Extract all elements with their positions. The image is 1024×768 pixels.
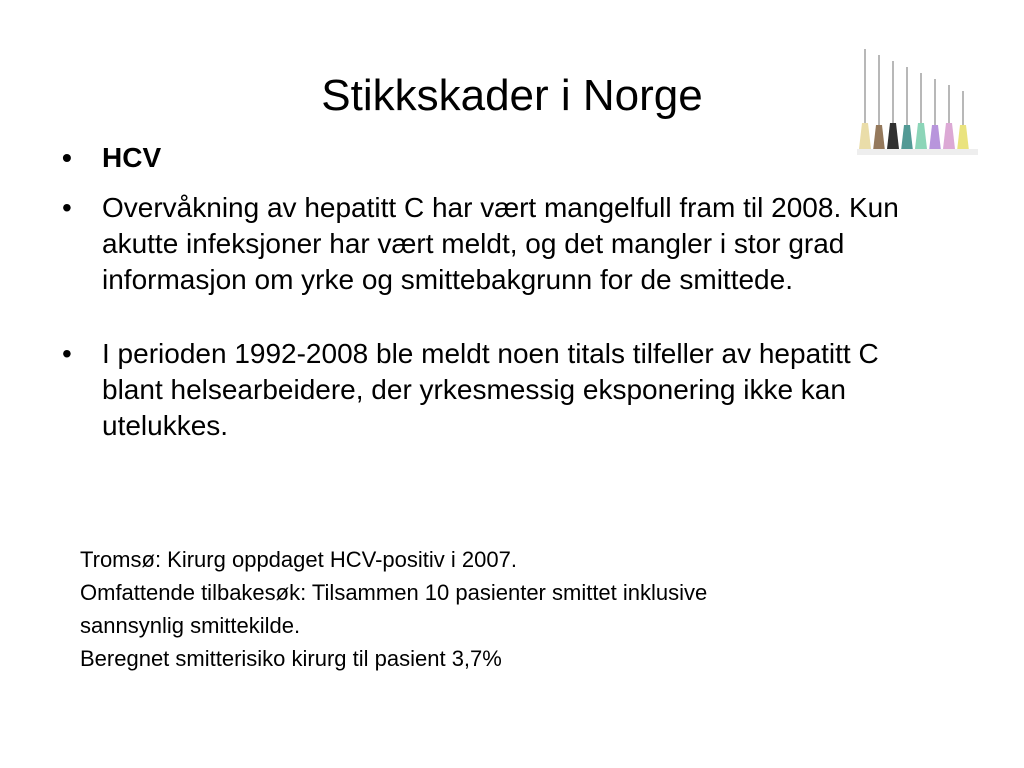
bullet-item-surveillance [62,190,942,298]
bullet-text: I perioden 1992-2008 ble meldt noen titals tilfeller av hepatitt C blant helsearbeidere, der yrkesmessig eksponering ikke kan utelukkes. [102,338,879,441]
bullet-marker: • [62,338,72,369]
case-note [80,543,940,675]
note-line: Tromsø: Kirurg oppdaget HCV-positiv i 2007. [80,547,517,572]
bullet-list [62,140,942,444]
bullet-text: HCV [102,142,162,173]
note-line: sannsynlig smittekilde. [80,613,301,638]
bullet-marker: • [62,192,72,223]
bullet-text: Overvåkning av hepatitt C har vært mangelfull fram til 2008. Kun akutte infeksjoner har vært meldt, og det mangler i stor grad informasjon om yrke og smittebakgrunn for de smittede. [102,192,899,295]
slide-title: Stikkskader i Norge [321,71,703,120]
bullet-item-hcv [62,140,942,176]
needle-hub [957,125,969,151]
needle-hub [943,123,955,149]
bullet-item-period [62,336,942,444]
note-line: Omfattende tilbakesøk: Tilsammen 10 pasienter smittet inklusive [80,580,708,605]
bullet-marker: • [62,142,72,173]
note-line: Beregnet smitterisiko kirurg til pasient 3,7% [80,646,502,671]
